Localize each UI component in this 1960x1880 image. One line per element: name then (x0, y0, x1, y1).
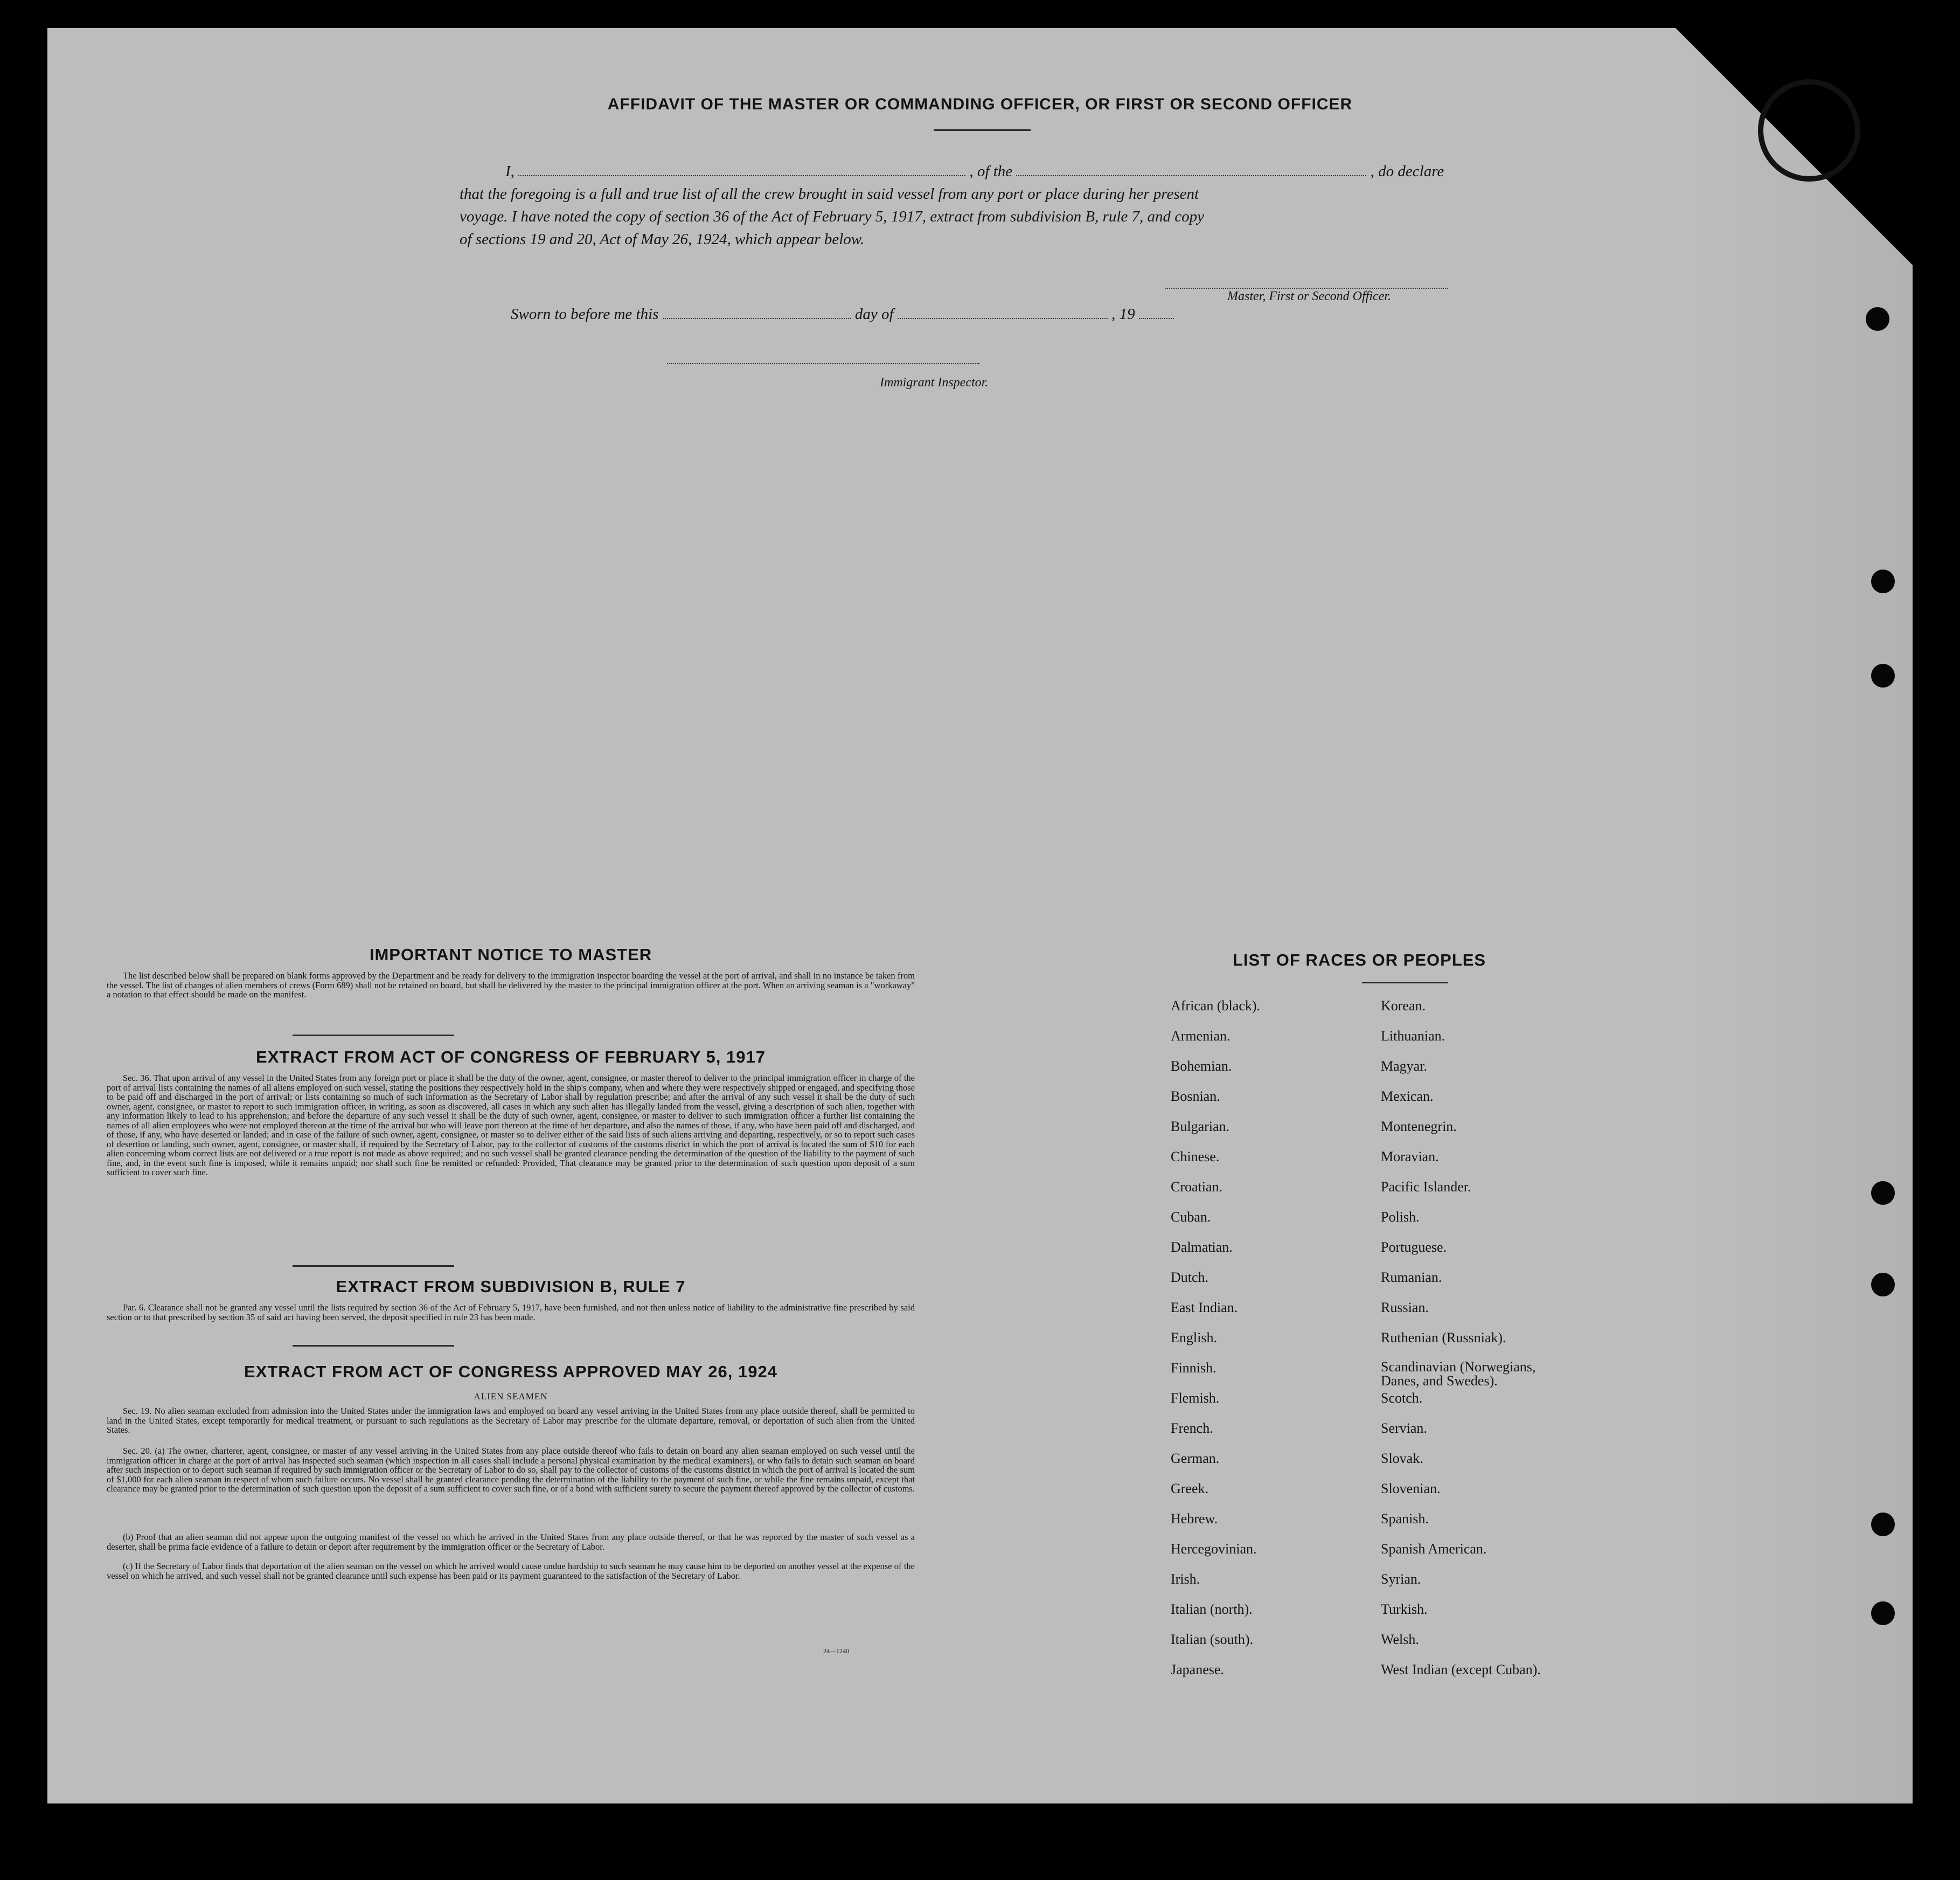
vessel-name-blank[interactable] (1016, 171, 1366, 176)
races-left-column (1171, 998, 1375, 1692)
race-item: Armenian. (1171, 1028, 1231, 1044)
sworn-year-blank[interactable] (1139, 314, 1174, 319)
race-item: Greek. (1171, 1481, 1209, 1496)
race-item: Cuban. (1171, 1209, 1211, 1225)
extract-1917-text: Sec. 36. That upon arrival of any vessel in the United States from any foreign port or place it shall be the duty of the owner, agent, consignee, or master thereof to deliver to the principal immigration officer in charge of the port of arrival lists containing the names of all aliens employed on such vessel, stating the positions they respectively hold in the ship's company, when and where they were respectively shipped or engaged, and specifying those to be paid off and discharged in the port of arrival; or lists containing so much of such information as the Secretary of Labor shall by regulation prescribe; and after the arrival of any such vessel it shall be the duty of such owner, agent, consignee, or master to report to such immigration officer, in writing, as soon as discovered, all cases in which any such alien has illegally landed from the vessel, giving a description of such alien, together with any information likely to lead to his apprehension; and before the departure of any such vessel it shall be the duty of such owner, agent, consignee, or master to deliver to such immigration officer a further list containing the names of all alien employees who were not employed thereon at the time of the arrival but who will leave port thereon at the time of her departure, and also the names of those, if any, who have been paid off and discharged, and of those, if any, who have deserted or landed; and in case of the failure of such owner, agent, consignee, or master so to deliver either of the said lists of such aliens arriving and departing, respectively, or so to report such cases of desertion or landing, such owner, agent, consignee, or master shall, if required by the Secretary of Labor, pay to the collector of customs of the customs district in which the port of arrival is located the sum of $10 for each alien concerning whom correct lists are not delivered or a true report is not made as above required; and no such vessel shall be granted clearance pending the determination of the question of the liability to the payment of such fine, and, in the event such fine is imposed, while it remains unpaid; nor shall such fine be remitted or refunded: Provided, That clearance may be granted prior to the determination of such question upon deposit of a sum sufficient to cover such fine. (107, 1073, 915, 1177)
races-right-column (1381, 998, 1661, 1692)
race-item: Croatian. (1171, 1179, 1223, 1195)
race-item: Dutch. (1171, 1269, 1209, 1285)
binder-hole (1871, 664, 1895, 688)
race-item: Pacific Islander. (1381, 1179, 1471, 1195)
binder-hole (1871, 1513, 1895, 1536)
binder-hole (1866, 307, 1889, 331)
race-item: Italian (north). (1171, 1601, 1253, 1617)
declaration-I: I, (505, 163, 515, 180)
race-item: Portuguese. (1381, 1239, 1447, 1255)
race-item: Irish. (1171, 1571, 1200, 1587)
binder-hole (1871, 570, 1895, 593)
notice-rule (293, 1035, 454, 1036)
declaration-line-1 (505, 163, 1444, 181)
document-page (47, 28, 1913, 1803)
affidavit-title-rule (934, 129, 1031, 131)
race-item: Bulgarian. (1171, 1119, 1230, 1134)
race-item: English. (1171, 1330, 1217, 1345)
extract-1924-sec19: Sec. 19. No alien seaman excluded from admission into the United States under the immigration laws and employed on board any vessel arriving in the United States from any place outside thereof, shall be permitted to land in the United States, except temporarily for medical treatment, or pursuant to such regulations as the Secretary of Labor may prescribe for the ultimate departure, removal, or deportation of such alien from the United States. (107, 1406, 915, 1435)
race-item: West Indian (except Cuban). (1381, 1662, 1541, 1677)
master-signature-line[interactable] (1165, 288, 1448, 289)
races-title-rule (1362, 982, 1448, 983)
race-item: Spanish. (1381, 1511, 1429, 1527)
race-item: French. (1171, 1420, 1213, 1436)
extract-1924-sec20b: (b) Proof that an alien seaman did not appear upon the outgoing manifest of the vessel on which he arrived in the United States from any place outside thereof, or that he was reported by the master of such vessel as a deserter, shall be prima facie evidence of a failure to detain or deport after requirement by the immigration officer or the Secretary of Labor. (107, 1532, 915, 1552)
race-item: Scotch. (1381, 1390, 1423, 1406)
notice-text: The list described below shall be prepared on blank forms approved by the Department and be ready for delivery to the immigration inspector boarding the vessel at the port of arrival, and shall in no instance be taken from the vessel. The list of changes of alien members of crews (Form 689) shall not be retained on board, but shall be delivered by the master to the principal immigration officer at the port. When an arriving seaman is a "workaway" a notation to that effect should be made on the manifest. (107, 970, 915, 1000)
race-item: Lithuanian. (1381, 1028, 1445, 1044)
race-item: Chinese. (1171, 1149, 1220, 1164)
sworn-prefix: Sworn to before me this (511, 306, 659, 323)
inspector-signature-label: Immigrant Inspector. (880, 376, 989, 390)
race-item: Mexican. (1381, 1088, 1434, 1104)
sworn-month-blank[interactable] (898, 314, 1108, 319)
race-item: German. (1171, 1451, 1220, 1466)
race-item: Polish. (1381, 1209, 1420, 1225)
declarant-name-blank[interactable] (518, 171, 965, 176)
extract-1924-title: EXTRACT FROM ACT OF CONGRESS APPROVED MAY 26, 1924 (244, 1362, 777, 1381)
race-item: Spanish American. (1381, 1541, 1487, 1557)
race-item: East Indian. (1171, 1300, 1238, 1315)
race-item: Bohemian. (1171, 1058, 1232, 1074)
race-item: Hebrew. (1171, 1511, 1218, 1527)
declaration-line-2: that the foregoing is a full and true list of all the crew brought in said vessel from any port or place during her present (460, 185, 1199, 203)
sworn-day-of: day of (854, 306, 894, 323)
extract-1924-sec20c: (c) If the Secretary of Labor finds that deportation of the alien seaman on the vessel on which he arrived would cause undue hardship to such seaman he may cause him to be deported on another vessel at the expense of the vessel on which he arrived, and such vessel shall not be granted clearance until such expense has been paid or its payment guaranteed to the satisfaction of the Secretary of Labor. (107, 1561, 915, 1581)
form-number: 24—1240 (823, 1647, 849, 1655)
race-item: Welsh. (1381, 1632, 1419, 1647)
race-item: Italian (south). (1171, 1632, 1254, 1647)
race-item: Russian. (1381, 1300, 1429, 1315)
race-item: Servian. (1381, 1420, 1427, 1436)
sworn-date-blank[interactable] (663, 314, 851, 319)
race-item: Syrian. (1381, 1571, 1421, 1587)
race-item: Korean. (1381, 998, 1426, 1014)
subdivision-b-title: EXTRACT FROM SUBDIVISION B, RULE 7 (336, 1277, 686, 1296)
affidavit-title: AFFIDAVIT OF THE MASTER OR COMMANDING OFFICER, OR FIRST OR SECOND OFFICER (607, 95, 1353, 113)
race-item: Finnish. (1171, 1360, 1217, 1376)
extract-1917-rule (293, 1265, 454, 1267)
race-item: Slovak. (1381, 1451, 1423, 1466)
binder-hole (1871, 1181, 1895, 1205)
sworn-year-label: , 19 (1111, 306, 1135, 323)
binder-hole (1871, 1273, 1895, 1296)
races-title: LIST OF RACES OR PEOPLES (1233, 951, 1486, 969)
declaration-line-4: of sections 19 and 20, Act of May 26, 1924, which appear below. (460, 231, 865, 248)
race-item: Magyar. (1381, 1058, 1427, 1074)
extract-1917-title: EXTRACT FROM ACT OF CONGRESS OF FEBRUARY 5, 1917 (256, 1047, 766, 1066)
inspector-signature-line[interactable] (667, 363, 979, 364)
race-item: Dalmatian. (1171, 1239, 1233, 1255)
race-item: Ruthenian (Russniak). (1381, 1330, 1506, 1345)
declaration-line-3: voyage. I have noted the copy of section 36 of the Act of February 5, 1917, extract from subdivision B, rule 7, and copy (460, 208, 1205, 225)
race-item: Hercegovinian. (1171, 1541, 1257, 1557)
extract-1924-sec20a: Sec. 20. (a) The owner, charterer, agent, consignee, or master of any vessel arriving in the United States from any place outside thereof who fails to detain on board any alien seaman employed on such vessel until the immigration officer in charge at the port of arrival has inspected such seaman (which inspection in all cases shall include a personal physical examination by the medical examiners), or who fails to detain such seaman on board after such inspection or to deport such seaman if required by such immigration officer or the Secretary of Labor to do so, shall pay to the collector of customs of the customs district in which the port of arrival is located the sum of $1,000 for each alien seaman in respect of whom such failure occurs. No vessel shall be granted clearance pending the determination of the liability to the payment of such fine, or while the fine remains unpaid, except that clearance may be granted prior to the determination of such question upon the deposit of a sum sufficient to cover such fine, or of a bond with sufficient surety to secure the payment thereof approved by the collector of customs. (107, 1446, 915, 1494)
notice-title: IMPORTANT NOTICE TO MASTER (369, 945, 652, 964)
race-item: Japanese. (1171, 1662, 1224, 1677)
master-signature-label: Master, First or Second Officer. (1227, 289, 1391, 303)
race-item: Bosnian. (1171, 1088, 1220, 1104)
race-item: Rumanian. (1381, 1269, 1442, 1285)
race-item: Turkish. (1381, 1601, 1428, 1617)
binder-hole (1871, 1601, 1895, 1625)
subdivision-b-text: Par. 6. Clearance shall not be granted any vessel until the lists required by section 36 of the Act of February 5, 1917, have been furnished, and not then unless notice of liability to the administrative fine prescribed by said section or to that prescribed by section 35 of said act having been served, the deposit specified in rule 23 has been made. (107, 1302, 915, 1322)
sworn-line (511, 306, 1174, 323)
race-item: Flemish. (1171, 1390, 1220, 1406)
race-item: Montenegrin. (1381, 1119, 1457, 1134)
race-item: Moravian. (1381, 1149, 1439, 1164)
race-item: African (black). (1171, 998, 1261, 1014)
race-item: Slovenian. (1381, 1481, 1441, 1496)
race-item: Scandinavian (Norwegians, Danes, and Swedes). (1381, 1359, 1536, 1389)
ink-stamp (1758, 79, 1860, 182)
extract-1924-subtitle: ALIEN SEAMEN (474, 1391, 548, 1402)
declaration-do-declare: , do declare (1370, 163, 1444, 180)
declaration-of-the: , of the (969, 163, 1013, 180)
subdivision-b-rule (293, 1345, 454, 1347)
